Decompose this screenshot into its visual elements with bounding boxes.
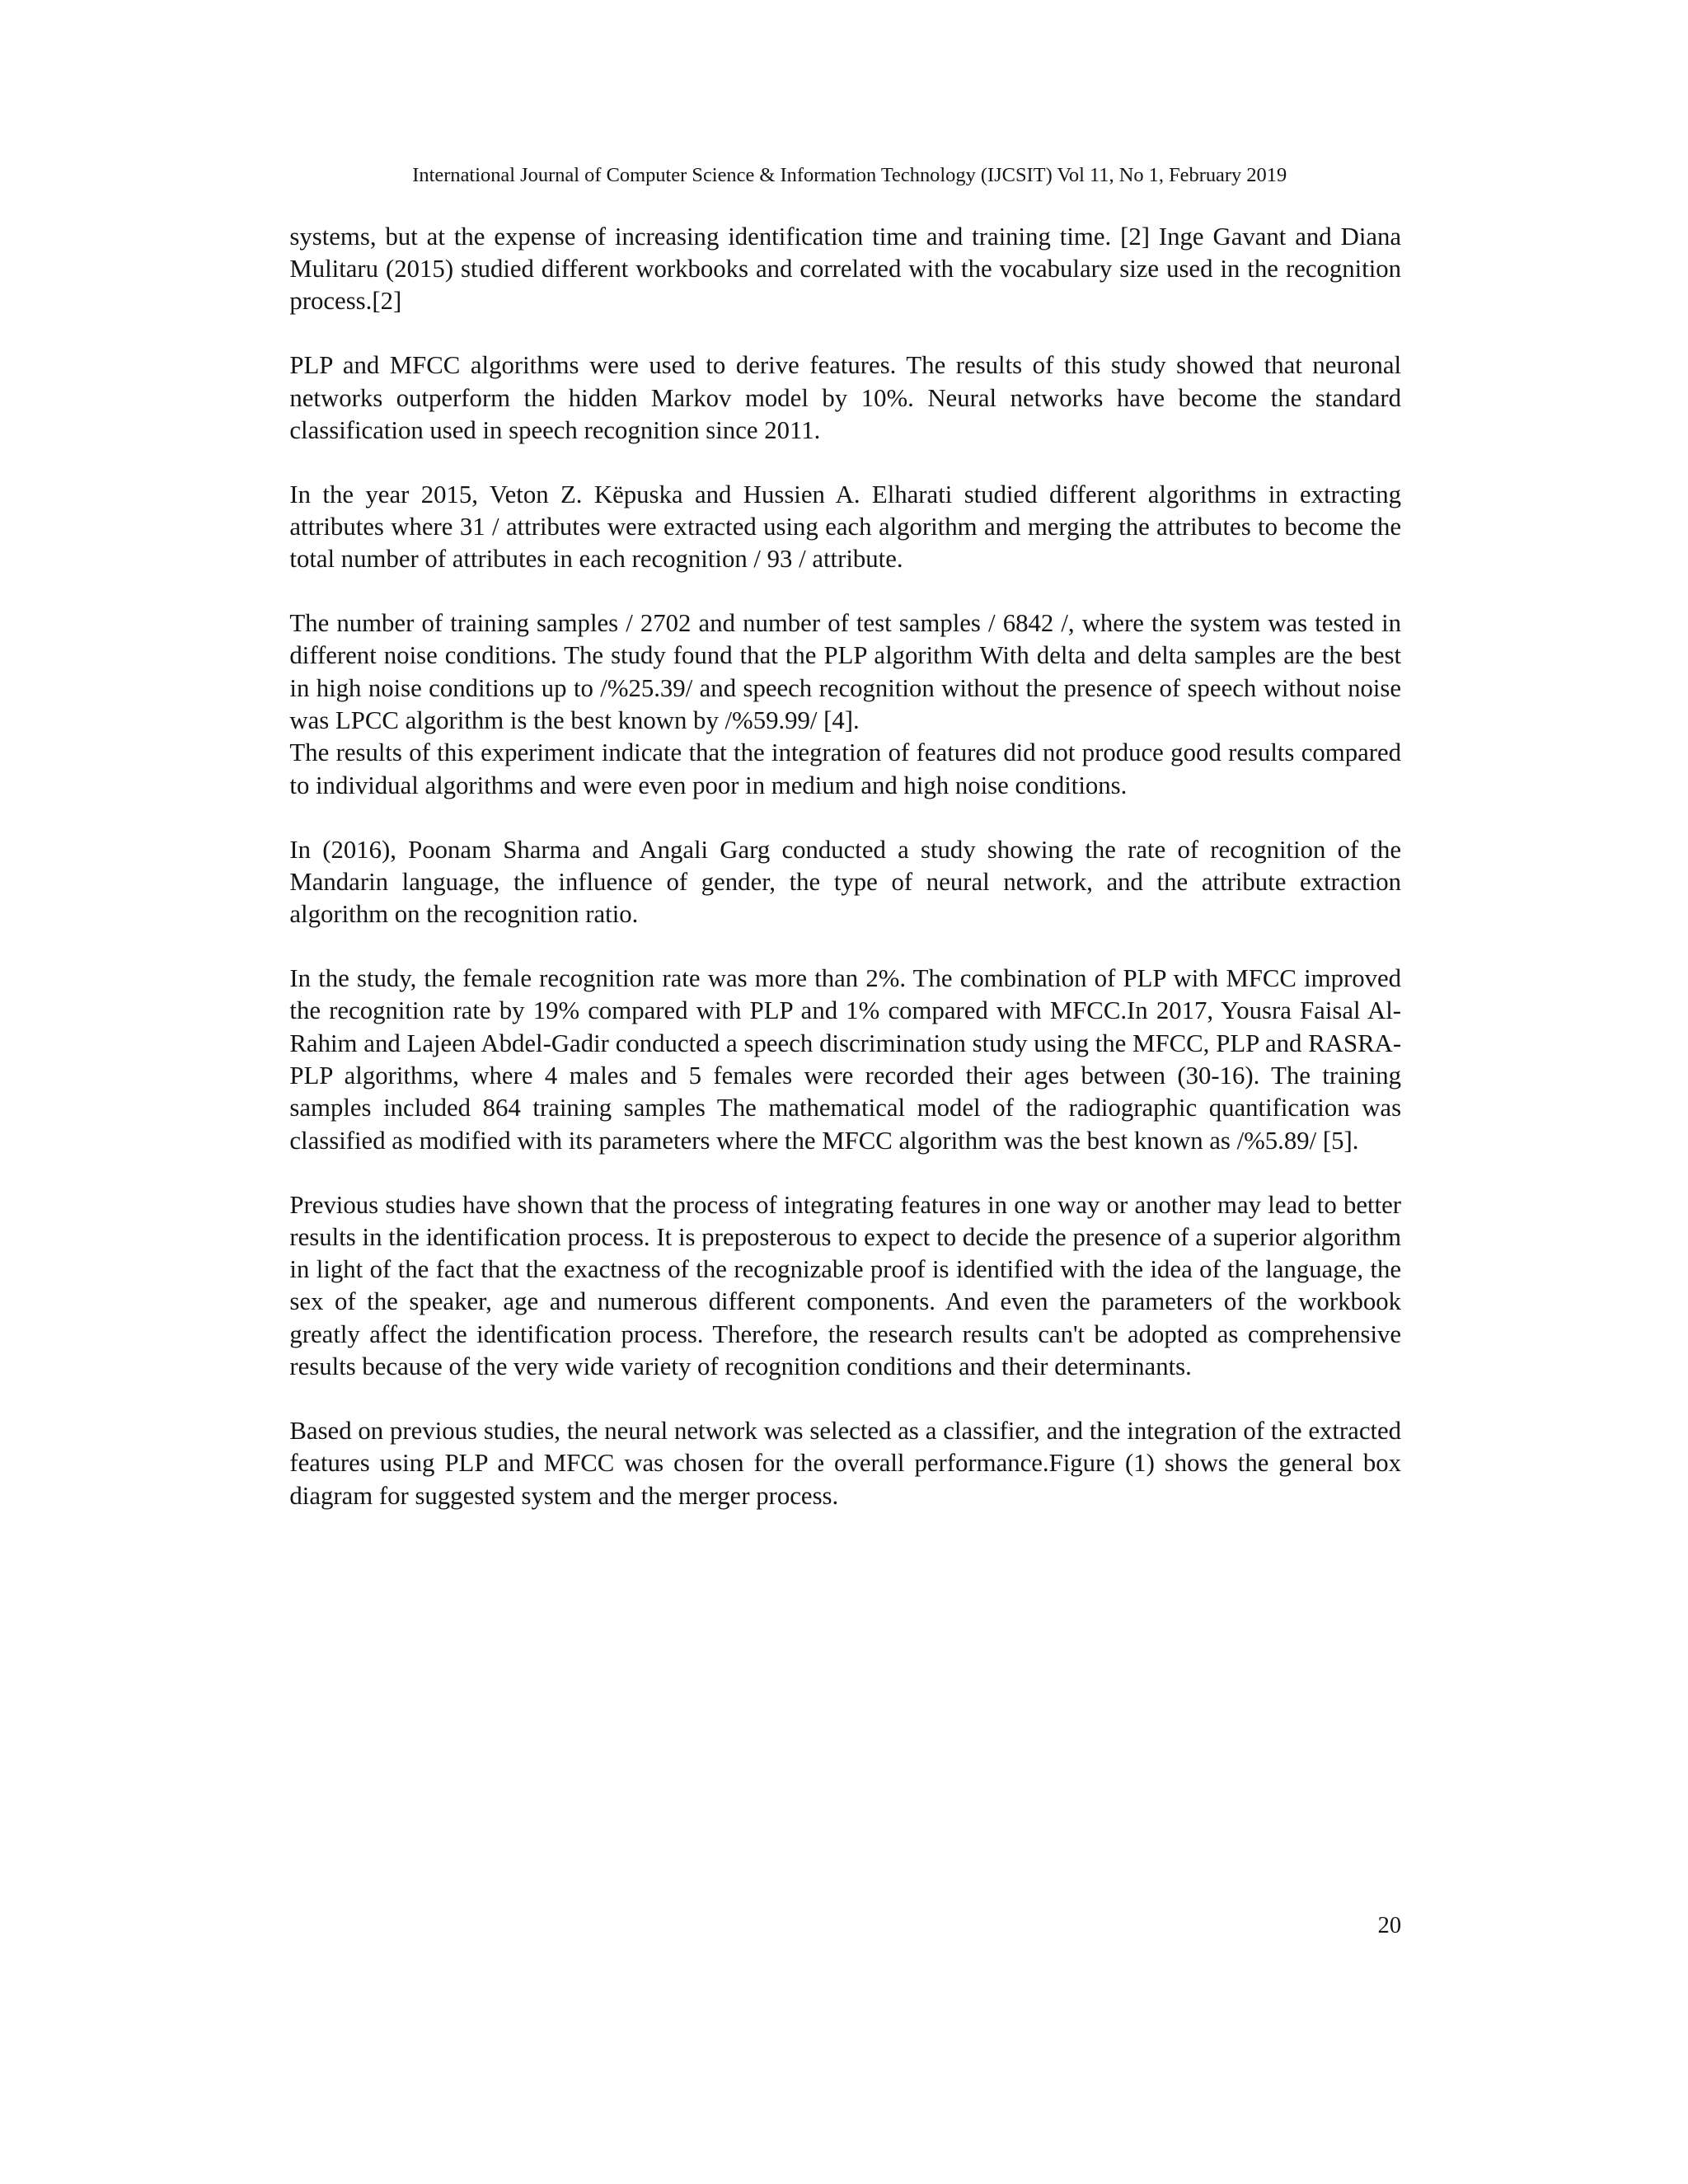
article-body [289, 221, 1401, 1544]
paragraph-neural-network-selection: Based on previous studies, the neural network was selected as a classifier, and the integration of the extracted features using PLP and MFCC was chosen for the overall performance.Figure (1) shows the general box diagram for suggested system and the merger process. [289, 1416, 1402, 1510]
page-number: 20 [1377, 1913, 1402, 1939]
paragraph-continuation: systems, but at the expense of increasing identification time and training time. [2] Inge Gavant and Diana Mulitaru (2015) studied different workbooks and correlated with the vocabulary size used in the recognition process.[2] [289, 222, 1402, 316]
paragraph-plp-mfcc: PLP and MFCC algorithms were used to derive features. The results of this study showed that neuronal networks outperform the hidden Markov model by 10%. Neural networks have become the standard classification used in speech recognition since 2011. [289, 351, 1402, 444]
paragraph-experiment-results: The results of this experiment indicate that the integration of features did not produce good results compared to individual algorithms and were even poor in medium and high noise conditions. [289, 738, 1402, 799]
running-header: International Journal of Computer Science & Information Technology (IJCSIT) Vol 11, No 1, February 2019 [412, 163, 1287, 186]
paragraph-training-samples: The number of training samples / 2702 and number of test samples / 6842 /, where the system was tested in different noise conditions. The study found that the PLP algorithm With delta and delta samples are the best in high noise conditions up to /%25.39/ and speech recognition without the presence of speech without noise was LPCC algorithm is the best known by /%59.99/ [4]. [289, 609, 1402, 735]
paragraph-female-recognition: In the study, the female recognition rate was more than 2%. The combination of PLP with MFCC improved the recognition rate by 19% compared with PLP and 1% compared with MFCC.In 2017, Yousra Faisal Al-Rahim and Lajeen Abdel-Gadir conducted a speech discrimination study using the MFCC, PLP and RASRA-PLP algorithms, where 4 males and 5 females were recorded their ages between (30-16). The training samples included 864 training samples The mathematical model of the radiographic quantification was classified as modified with its parameters where the MFCC algorithm was the best known as /%5.89/ [5]. [289, 964, 1402, 1155]
paragraph-previous-studies: Previous studies have shown that the process of integrating features in one way or another may lead to better results in the identification process. It is preposterous to expect to decide the presence of a superior algorithm in light of the fact that the exactness of the recognizable proof is identified with the idea of the language, the sex of the speaker, age and numerous different components. And even the parameters of the workbook greatly affect the identification process. Therefore, the research results can't be adopted as comprehensive results because of the very wide variety of recognition conditions and their determinants. [289, 1190, 1402, 1381]
paragraph-kepuska-elharati: In the year 2015, Veton Z. Këpuska and Hussien A. Elharati studied different algorithms in extracting attributes where 31 / attributes were extracted using each algorithm and merging the attributes to become the total number of attributes in each recognition / 93 / attribute. [289, 480, 1402, 574]
paragraph-sharma-garg: In (2016), Poonam Sharma and Angali Garg conducted a study showing the rate of recognition of the Mandarin language, the influence of gender, the type of neural network, and the attribute extraction algorithm on the recognition ratio. [289, 835, 1402, 929]
